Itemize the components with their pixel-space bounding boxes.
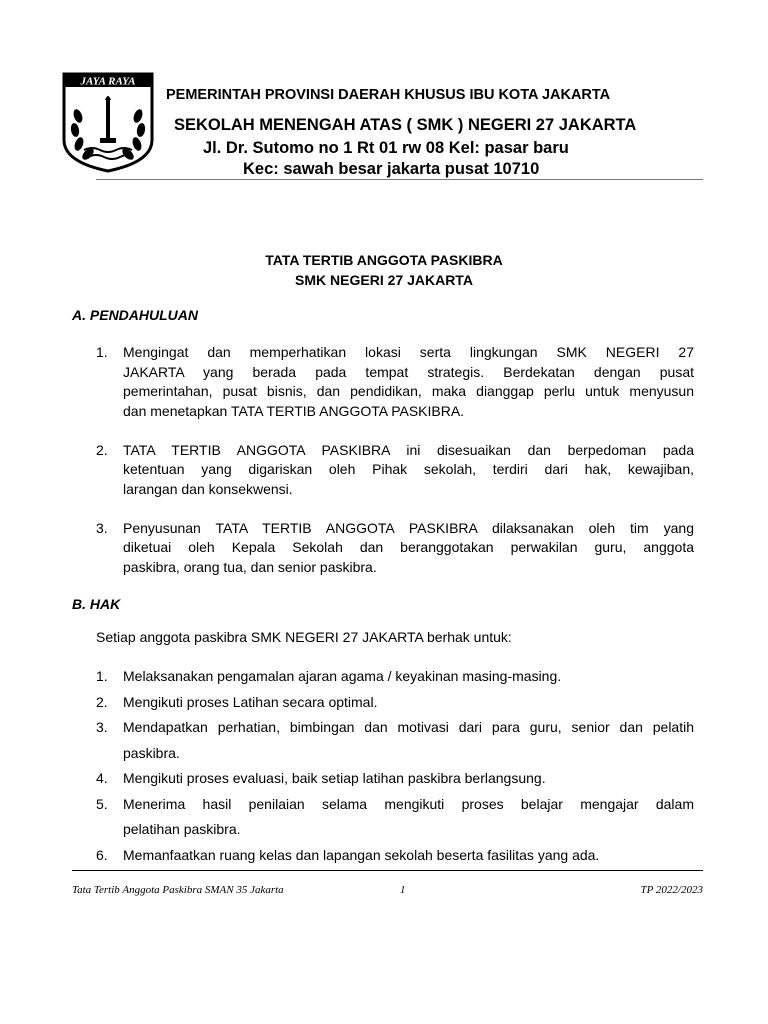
jakarta-emblem-logo [60, 70, 156, 174]
letterhead-divider [96, 179, 703, 180]
list-item [96, 690, 694, 716]
list-item-number: 5. [96, 795, 108, 812]
list-item [96, 343, 694, 421]
list-item-line: Penyusunan TATA TERTIB ANGGOTA PASKIBRA dilaksanakan oleh tim yang [123, 519, 694, 536]
document-subtitle: SMK NEGERI 27 JAKARTA [295, 272, 473, 288]
list-item-number: 2. [96, 693, 108, 710]
section-b-heading: B. HAK [72, 596, 121, 612]
list-item-number: 2. [96, 441, 108, 458]
list-item-number: 1. [96, 344, 108, 360]
list-item-line: dan menetapkan TATA TERTIB ANGGOTA PASKIBRA. [123, 402, 465, 419]
list-item-line: TATA TERTIB ANGGOTA PASKIBRA ini disesuaikan dan berpedoman pada [123, 441, 694, 458]
list-item [96, 766, 694, 792]
list-item-number: 3. [96, 719, 108, 735]
list-item-line: diketuai oleh Kepala Sekolah dan beranggotakan perwakilan guru, anggota [123, 539, 694, 555]
list-item-line: Mengikuti proses evaluasi, baik setiap latihan paskibra berlangsung. [123, 770, 546, 786]
section-b-intro: Setiap anggota paskibra SMK NEGERI 27 JAKARTA berhak untuk: [96, 629, 512, 645]
list-item [96, 715, 694, 766]
list-item-line: ketentuan yang digariskan oleh Pihak sekolah, terdiri dari hak, kewajiban, [123, 461, 694, 477]
section-b-list [96, 664, 694, 868]
section-a-heading: A. PENDAHULUAN [72, 307, 198, 323]
list-item-line: larangan dan konsekwensi. [123, 480, 293, 497]
school-address-line1: Jl. Dr. Sutomo no 1 Rt 01 rw 08 Kel: pasar baru [203, 139, 569, 157]
list-item [96, 843, 694, 869]
list-item-line: Memanfaatkan ruang kelas dan lapangan sekolah beserta fasilitas yang ada. [123, 846, 600, 863]
list-item-line: paskibra. [123, 744, 180, 761]
list-item-number: 3. [96, 519, 108, 536]
list-item-number: 6. [96, 846, 108, 863]
list-item-line: Mengikuti proses Latihan secara optimal. [123, 693, 378, 710]
footer-page-number: 1 [400, 884, 406, 896]
list-item-line: pelatihan paskibra. [123, 821, 241, 837]
section-a-list [96, 343, 694, 597]
list-item [96, 519, 694, 578]
list-item-line: JAKARTA yang berada pada tempat strategis. Berdekatan dengan pusat [123, 363, 694, 380]
document-title: TATA TERTIB ANGGOTA PASKIBRA [265, 252, 503, 268]
government-name: PEMERINTAH PROVINSI DAERAH KHUSUS IBU KOTA JAKARTA [166, 87, 611, 103]
footer-divider [72, 870, 703, 871]
school-name: SEKOLAH MENENGAH ATAS ( SMK ) NEGERI 27 JAKARTA [174, 116, 637, 134]
list-item [96, 441, 694, 500]
logo-text: JAYA RAYA [80, 75, 136, 88]
list-item-line: paskibra, orang tua, dan senior paskibra. [123, 558, 377, 575]
list-item-number: 4. [96, 770, 108, 786]
school-address-line2: Kec: sawah besar jakarta pusat 10710 [243, 160, 540, 178]
list-item-line: Mengingat dan memperhatikan lokasi serta lingkungan SMK NEGERI 27 [123, 344, 694, 360]
footer-document-name: Tata Tertib Anggota Paskibra SMAN 35 Jakarta [72, 884, 284, 896]
list-item-number: 1. [96, 668, 108, 684]
footer-school-year: TP 2022/2023 [640, 884, 703, 896]
list-item [96, 792, 694, 843]
list-item-line: Melaksanakan pengamalan ajaran agama / keyakinan masing-masing. [123, 668, 562, 684]
list-item [96, 664, 694, 690]
list-item-line: Menerima hasil penilaian selama mengikuti proses belajar mengajar dalam [123, 795, 694, 812]
list-item-line: Mendapatkan perhatian, bimbingan dan motivasi dari para guru, senior dan pelatih [123, 719, 694, 735]
list-item-line: pemerintahan, pusat bisnis, dan pendidikan, maka dianggap perlu untuk menyusun [123, 383, 694, 399]
